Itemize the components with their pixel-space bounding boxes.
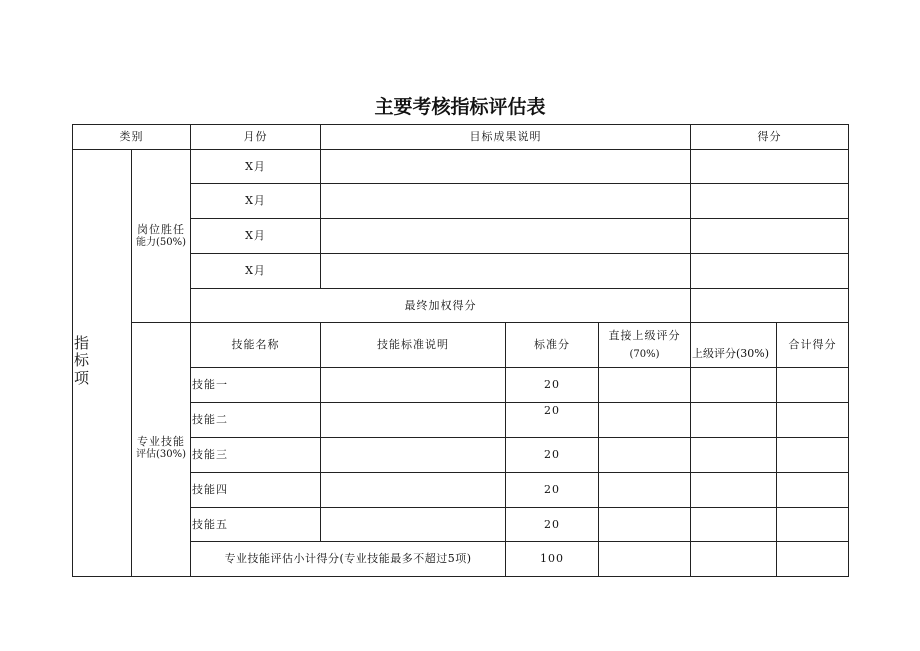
col-total-score: 合计得分 [788,338,837,352]
header-category: 类别 [119,130,144,144]
col-direct-superior-line2: (70%) [629,348,660,360]
skill-3-total-input[interactable] [777,438,848,472]
col-skill-standard: 技能标准说明 [377,338,449,352]
skill-5-standard-input[interactable] [321,508,505,541]
skill-1-total-input[interactable] [777,368,848,402]
final-weighted-score-label: 最终加权得分 [404,298,477,312]
final-weighted-score-input[interactable] [691,289,848,322]
skill-1-direct-superior-input[interactable] [599,368,690,402]
subtotal-total-input[interactable] [777,542,848,576]
subtotal-direct-superior-input[interactable] [599,542,690,576]
skill-3-standard-input[interactable] [321,438,505,472]
skill-3-superior-input[interactable] [691,438,776,472]
skill-2-standard-score: 20 [544,404,560,417]
skill-1-superior-input[interactable] [691,368,776,402]
skill-2-direct-superior-input[interactable] [599,403,690,437]
col-direct-superior-score [598,322,691,368]
professional-skills-label-line1: 专业技能 [137,435,185,449]
month-1-score-input[interactable] [691,150,848,183]
month-1-target-input[interactable] [321,150,690,183]
col-direct-superior-line1: 直接上级评分 [608,329,681,343]
header-target-description: 目标成果说明 [469,130,542,144]
month-4-target-input[interactable] [321,254,690,288]
skill-1-name: 技能一 [192,378,228,392]
skill-5-name: 技能五 [192,517,228,531]
col-skill-name: 技能名称 [231,338,280,352]
skill-5-superior-input[interactable] [691,508,776,541]
skill-2-name: 技能二 [192,413,228,427]
month-row-3-label: X月 [245,229,266,243]
col-standard-score: 标准分 [534,338,570,352]
skill-1-standard-score: 20 [544,378,560,392]
indicator-label: 指标项 [74,335,90,387]
skill-5-total-input[interactable] [777,508,848,541]
skill-5-standard-score: 20 [544,517,560,531]
professional-skills-label-line2: 评估(30%) [135,448,187,460]
month-row-2-label: X月 [245,194,266,208]
skill-1-standard-input[interactable] [321,368,505,402]
position-competency-label [131,218,191,254]
skill-3-name: 技能三 [192,448,228,462]
skill-2-total-input[interactable] [777,403,848,437]
position-competency-label-line2: 能力(50%) [135,236,187,248]
professional-skills-label [131,430,191,466]
skill-4-direct-superior-input[interactable] [599,473,690,507]
skill-5-direct-superior-input[interactable] [599,508,690,541]
subtotal-superior-input[interactable] [691,542,776,576]
header-month: 月份 [243,130,268,144]
header-score: 得分 [757,130,782,144]
month-2-score-input[interactable] [691,184,848,218]
month-3-score-input[interactable] [691,219,848,253]
skills-subtotal-standard: 100 [540,552,564,566]
skill-4-name: 技能四 [192,483,228,497]
skills-subtotal-label: 专业技能评估小计得分(专业技能最多不超过5项) [224,552,472,566]
page-title: 主要考核指标评估表 [374,96,546,118]
skill-4-total-input[interactable] [777,473,848,507]
month-4-score-input[interactable] [691,254,848,288]
skill-4-superior-input[interactable] [691,473,776,507]
month-2-target-input[interactable] [321,184,690,218]
skill-3-standard-score: 20 [544,448,560,462]
month-3-target-input[interactable] [321,219,690,253]
skill-2-superior-input[interactable] [691,403,776,437]
month-row-4-label: X月 [245,264,266,278]
month-row-1-label: X月 [245,159,266,173]
col-superior-score: 上级评分(30%) [692,347,770,361]
position-competency-label-line1: 岗位胜任 [137,223,185,237]
skill-4-standard-score: 20 [544,483,560,497]
skill-2-standard-input[interactable] [321,403,505,437]
skill-3-direct-superior-input[interactable] [599,438,690,472]
skill-4-standard-input[interactable] [321,473,505,507]
